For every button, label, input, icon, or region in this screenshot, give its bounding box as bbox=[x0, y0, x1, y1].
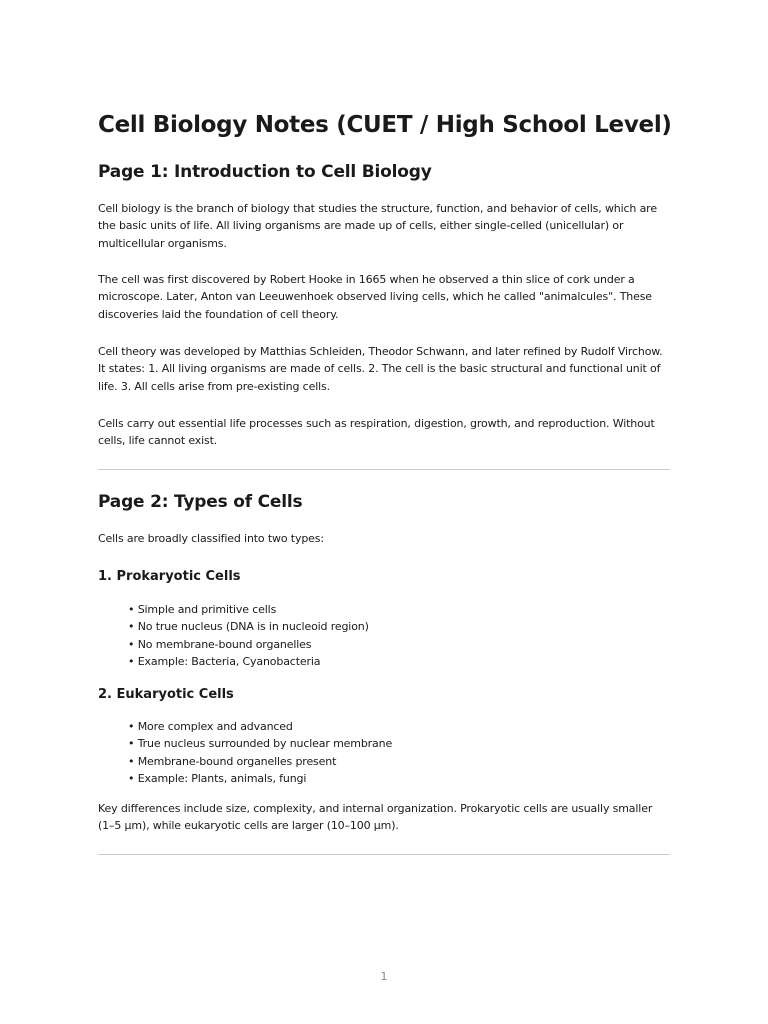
section-2-intro: Cells are broadly classified into two types: bbox=[98, 532, 324, 545]
section-2-summary: Key differences include size, complexity, and internal organization. Prokaryotic cells are usually smaller (1–5 μm), while eukaryotic cells are larger (10–100 μm). bbox=[98, 802, 653, 833]
section-1-paragraph-1: Cell biology is the branch of biology that studies the structure, function, and behavior of cells, which are the basic units of life. All living organisms are made up of cells, either single-celled (unicellular) or multicellular organisms. bbox=[98, 202, 657, 250]
section-1-paragraph-4: Cells carry out essential life processes such as respiration, digestion, growth, and reproduction. Without cells, life cannot exist. bbox=[98, 417, 655, 448]
section-divider bbox=[98, 469, 670, 470]
list-item: • No membrane-bound organelles bbox=[128, 636, 369, 653]
eukaryotic-list bbox=[128, 718, 392, 787]
section-2-heading: Page 2: Types of Cells bbox=[98, 492, 303, 512]
list-item: • True nucleus surrounded by nuclear membrane bbox=[128, 735, 392, 752]
prokaryotic-heading: 1. Prokaryotic Cells bbox=[98, 569, 241, 584]
document-title: Cell Biology Notes (CUET / High School Level) bbox=[98, 112, 672, 138]
list-item: • Example: Plants, animals, fungi bbox=[128, 770, 392, 787]
list-item: • Example: Bacteria, Cyanobacteria bbox=[128, 653, 369, 670]
list-item: • Simple and primitive cells bbox=[128, 601, 369, 618]
section-divider bbox=[98, 854, 670, 855]
list-item: • More complex and advanced bbox=[128, 718, 392, 735]
list-item: • Membrane-bound organelles present bbox=[128, 753, 392, 770]
section-1-paragraph-2: The cell was first discovered by Robert Hooke in 1665 when he observed a thin slice of cork under a microscope. Later, Anton van Leeuwenhoek observed living cells, which he called "animalcules". These discoveries laid the foundation of cell theory. bbox=[98, 273, 652, 321]
eukaryotic-heading: 2. Eukaryotic Cells bbox=[98, 687, 234, 702]
section-1-heading: Page 1: Introduction to Cell Biology bbox=[98, 162, 432, 182]
section-1-paragraph-3: Cell theory was developed by Matthias Schleiden, Theodor Schwann, and later refined by Rudolf Virchow. It states: 1. All living organisms are made of cells. 2. The cell is the basic structural and functional unit of life. 3. All cells arise from pre-existing cells. bbox=[98, 345, 663, 393]
page-number: 1 bbox=[380, 970, 388, 983]
list-item: • No true nucleus (DNA is in nucleoid region) bbox=[128, 618, 369, 635]
prokaryotic-list bbox=[128, 601, 369, 670]
